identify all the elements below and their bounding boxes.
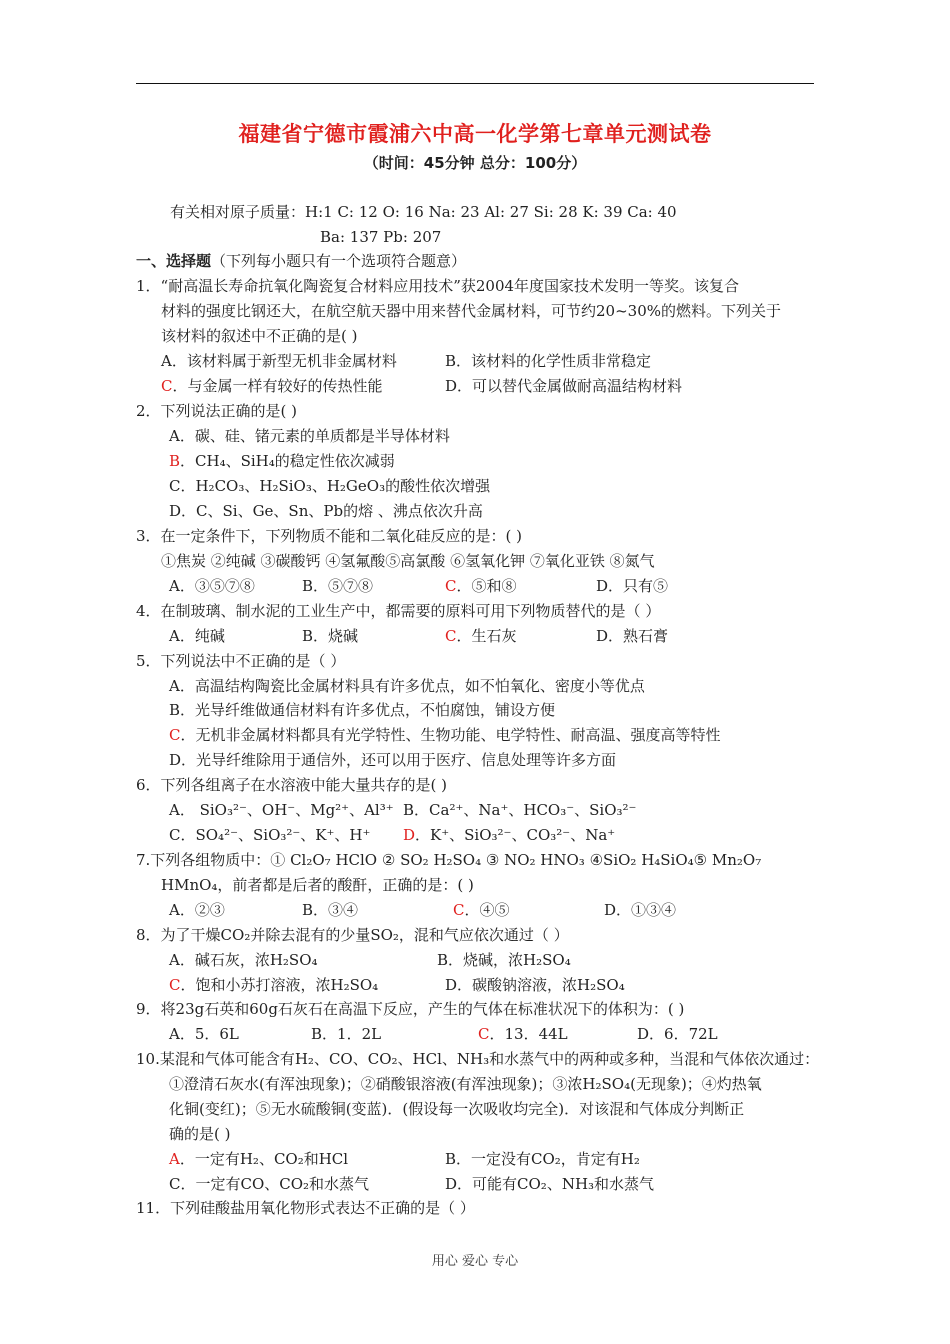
q5-option-a: A．高温结构陶瓷比金属材料具有许多优点，如不怕氧化、密度小等优点 — [169, 677, 645, 695]
question-8-stem: 8．为了干燥CO₂并除去混有的少量SO₂，混和气应依次通过（ ） — [136, 926, 569, 944]
q9-option-b: B．1．2L — [311, 1025, 382, 1043]
q10-option-a: A．一定有H₂、CO₂和HCl — [169, 1150, 349, 1168]
q9-option-d: D．6．72L — [637, 1025, 718, 1043]
q2-option-b: B．CH₄、SiH₄的稳定性依次减弱 — [169, 452, 395, 470]
question-7-line-2: HMnO₄，前者都是后者的酸酐，正确的是：( ) — [161, 876, 474, 894]
question-10-line-1: 10.某混和气体可能含有H₂、CO、CO₂、HCl、NH₃和水蒸气中的两种或多种，当混和气体依次通过： — [136, 1050, 820, 1068]
q2-option-a: A．碳、硅、锗元素的单质都是半导体材料 — [169, 427, 450, 445]
q7-option-c: C．④⑤ — [453, 901, 510, 919]
question-2-stem: 2．下列说法正确的是( ) — [136, 402, 298, 420]
question-3-items: ①焦炭 ②纯碱 ③碳酸钙 ④氢氟酸⑤高氯酸 ⑥氢氧化钾 ⑦氧化亚铁 ⑧氮气 — [161, 552, 655, 570]
page-title: 福建省宁德市霞浦六中高一化学第七章单元测试卷 — [238, 122, 712, 146]
q3-option-b: B．⑤⑦⑧ — [302, 577, 374, 595]
exam-info: （时间：45分钟 总分：100分） — [363, 154, 587, 172]
section-title: 一、选择题 — [136, 252, 212, 270]
q9-option-a: A．5．6L — [169, 1025, 239, 1043]
q7-option-d: D．①③④ — [604, 901, 677, 919]
q3-option-a: A．③⑤⑦⑧ — [169, 577, 255, 595]
header-rule — [136, 83, 814, 84]
answer-mark: C — [445, 627, 457, 645]
q7-option-b: B．③④ — [302, 901, 359, 919]
q9-option-c: C．13．44L — [478, 1025, 568, 1043]
answer-mark: A — [169, 1150, 180, 1168]
question-10-line-3: 化铜(变红)；⑤无水硫酸铜(变蓝)．(假设每一次吸收均完全)．对该混和气体成分判断正 — [169, 1100, 745, 1118]
q6-option-c: C．SO₄²⁻、SiO₃²⁻、K⁺、H⁺ — [169, 826, 371, 844]
question-9-stem: 9．将23g石英和60g石灰石在高温下反应，产生的气体在标准状况下的体积为：( ) — [136, 1000, 685, 1018]
question-4-stem: 4．在制玻璃、制水泥的工业生产中，都需要的原料可用下列物质替代的是（ ） — [136, 602, 661, 620]
q5-option-c: C．无机非金属材料都具有光学特性、生物功能、电学特性、耐高温、强度高等特性 — [169, 726, 721, 744]
q10-option-b: B．一定没有CO₂，肯定有H₂ — [445, 1150, 640, 1168]
q4-option-d: D．熟石膏 — [596, 627, 669, 645]
q10-option-d: D．可能有CO₂、NH₃和水蒸气 — [445, 1175, 655, 1193]
question-1-line-3: 该材料的叙述中不正确的是( ) — [161, 327, 358, 345]
answer-mark: C — [478, 1025, 490, 1043]
q8-option-c: C．饱和小苏打溶液，浓H₂SO₄ — [169, 976, 379, 994]
q6-option-a: A． SiO₃²⁻、OH⁻、Mg²⁺、Al³⁺ — [169, 801, 394, 819]
question-1-line-2: 材料的强度比钢还大，在航空航天器中用来替代金属材料，可节约20~30%的燃料。下列关于 — [161, 302, 781, 320]
answer-mark: C — [161, 377, 173, 395]
q6-option-d: D．K⁺、SiO₃²⁻、CO₃²⁻、Na⁺ — [403, 826, 616, 844]
q1-option-b: B．该材料的化学性质非常稳定 — [445, 352, 652, 370]
q3-option-d: D．只有⑤ — [596, 577, 669, 595]
q8-option-a: A．碱石灰，浓H₂SO₄ — [169, 951, 318, 969]
answer-mark: C — [169, 976, 181, 994]
answer-mark: D — [403, 826, 416, 844]
question-3-stem: 3．在一定条件下，下列物质不能和二氧化硅反应的是：( ) — [136, 527, 523, 545]
q1-option-a: A．该材料属于新型无机非金属材料 — [161, 352, 397, 370]
question-6-stem: 6．下列各组离子在水溶液中能大量共存的是( ) — [136, 776, 448, 794]
question-5-stem: 5．下列说法中不正确的是（ ） — [136, 652, 346, 670]
q3-option-c: C．⑤和⑧ — [445, 577, 517, 595]
q6-option-b: B．Ca²⁺、Na⁺、HCO₃⁻、SiO₃²⁻ — [403, 801, 637, 819]
q4-option-a: A．纯碱 — [169, 627, 225, 645]
q8-option-d: D．碳酸钠溶液，浓H₂SO₄ — [445, 976, 625, 994]
answer-mark: B — [169, 452, 181, 470]
q2-option-c: C．H₂CO₃、H₂SiO₃、H₂GeO₃的酸性依次增强 — [169, 477, 491, 495]
section-note: （下列每小题只有一个选项符合题意） — [211, 252, 467, 270]
section-heading — [136, 251, 466, 271]
q4-option-b: B．烧碱 — [302, 627, 359, 645]
answer-mark: C — [169, 726, 181, 744]
q5-option-d: D．光导纤维除用于通信外，还可以用于医疗、信息处理等许多方面 — [169, 751, 617, 769]
question-11-stem: 11．下列硅酸盐用氧化物形式表达不正确的是（ ） — [136, 1199, 475, 1217]
q1-option-c: C．与金属一样有较好的传热性能 — [161, 377, 383, 395]
question-1-line-1: 1．“耐高温长寿命抗氧化陶瓷复合材料应用技术”获2004年度国家技术发明一等奖。该复合 — [136, 277, 740, 295]
q2-option-d: D．C、Si、Ge、Sn、Pb的熔 、沸点依次升高 — [169, 502, 483, 520]
question-10-line-4: 确的是( ) — [169, 1125, 231, 1143]
question-10-line-2: ①澄清石灰水(有浑浊现象)；②硝酸银溶液(有浑浊现象)；③浓H₂SO₄(无现象)；④灼热氧 — [169, 1075, 762, 1093]
q10-option-c: C．一定有CO、CO₂和水蒸气 — [169, 1175, 370, 1193]
answer-mark: C — [453, 901, 465, 919]
question-7-line-1: 7.下列各组物质中：① Cl₂O₇ HClO ② SO₂ H₂SO₄ ③ NO₂ HNO₃ ④SiO₂ H₄SiO₄⑤ Mn₂O₇ — [136, 851, 762, 869]
answer-mark: C — [445, 577, 457, 595]
q1-option-d: D．可以替代金属做耐高温结构材料 — [445, 377, 683, 395]
q5-option-b: B．光导纤维做通信材料有许多优点，不怕腐蚀，铺设方便 — [169, 701, 556, 719]
atomic-mass-line-2: Ba: 137 Pb: 207 — [320, 228, 442, 246]
atomic-mass-line-1: 有关相对原子质量：H:1 C: 12 O: 16 Na: 23 Al: 27 Si: 28 K: 39 Ca: 40 — [170, 203, 677, 221]
page-footer: 用心 爱心 专心 — [431, 1254, 519, 1269]
q4-option-c: C．生石灰 — [445, 627, 517, 645]
q8-option-b: B．烧碱，浓H₂SO₄ — [437, 951, 571, 969]
q7-option-a: A．②③ — [169, 901, 225, 919]
